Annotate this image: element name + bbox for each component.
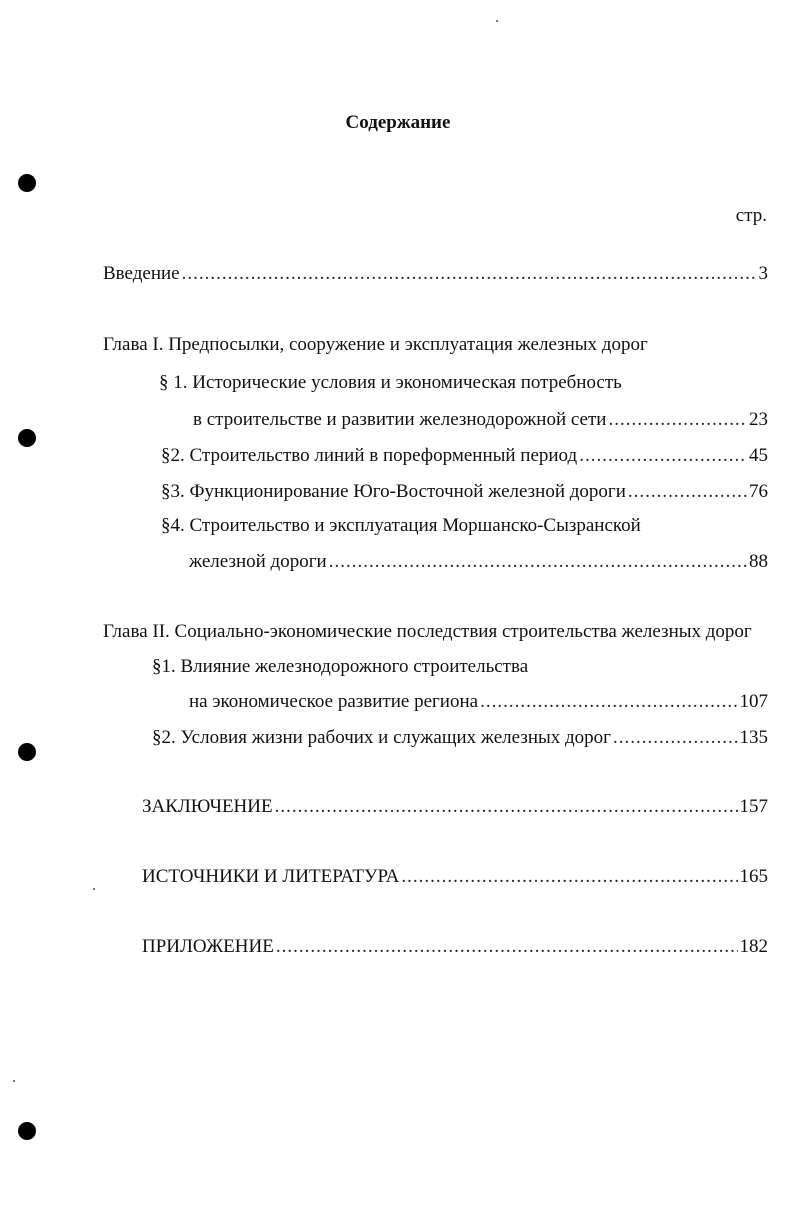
dot-leader: [613, 726, 738, 750]
toc-page-number: 88: [749, 551, 768, 572]
dot-leader: [276, 935, 738, 959]
scan-speck: [13, 1080, 15, 1082]
toc-entry-label: на экономическое развитие региона: [189, 691, 479, 712]
toc-entry-ch1-s1[interactable]: [193, 408, 768, 432]
dot-leader: [275, 795, 738, 819]
toc-page-number: 135: [739, 727, 768, 748]
toc-entry-appendix[interactable]: [142, 935, 768, 959]
toc-entry-label: в строительстве и развитии железнодорожной сети: [193, 409, 607, 430]
dot-leader: [182, 262, 757, 286]
toc-entry-sources[interactable]: [142, 865, 768, 889]
toc-page-number: 3: [758, 263, 768, 284]
toc-page-number: 165: [739, 866, 768, 887]
binder-hole: [18, 743, 36, 761]
toc-page-number: 23: [749, 409, 768, 430]
dot-leader: [401, 865, 737, 889]
toc-entry-label: ПРИЛОЖЕНИЕ: [142, 936, 274, 957]
toc-entry-ch1-s2[interactable]: [161, 444, 768, 468]
binder-hole: [18, 174, 36, 192]
toc-page-number: 157: [739, 796, 768, 817]
chapter-1-heading: Глава I. Предпосылки, сооружение и эксплуатация железных дорог: [103, 334, 648, 355]
binder-hole: [18, 429, 36, 447]
toc-entry-conclusion[interactable]: [142, 795, 768, 819]
toc-entry-ch1-s3[interactable]: [161, 480, 768, 504]
toc-entry-label: §3. Функционирование Юго-Восточной железной дороги: [161, 481, 626, 502]
chapter-2-heading: Глава II. Социально-экономические последствия строительства железных дорог: [103, 621, 752, 642]
toc-entry-ch2-s2[interactable]: [152, 726, 768, 750]
toc-entry-label: ЗАКЛЮЧЕНИЕ: [142, 796, 273, 817]
dot-leader: [480, 690, 737, 714]
toc-entry-ch2-s1-line1: §1. Влияние железнодорожного строительства: [152, 656, 529, 677]
binder-hole: [18, 1122, 36, 1140]
page-title: Содержание: [345, 112, 451, 133]
toc-page-number: 45: [749, 445, 768, 466]
toc-entry-label: железной дороги: [189, 551, 327, 572]
toc-entry-ch2-s1[interactable]: [189, 690, 768, 714]
scan-speck: [496, 20, 498, 22]
toc-entry-label: §2. Условия жизни рабочих и служащих железных дорог: [152, 727, 611, 748]
dot-leader: [608, 408, 747, 432]
dot-leader: [329, 550, 747, 574]
toc-page-number: 76: [749, 481, 768, 502]
toc-entry-ch1-s1-line1: § 1. Исторические условия и экономическая потребность: [159, 372, 622, 393]
toc-entry-ch1-s4[interactable]: [189, 550, 768, 574]
page-column-label: стр.: [735, 205, 767, 226]
toc-entry-label: ИСТОЧНИКИ И ЛИТЕРАТУРА: [142, 866, 400, 887]
toc-page-number: 182: [739, 936, 768, 957]
toc-entry-label: Введение: [103, 263, 180, 284]
dot-leader: [628, 480, 747, 504]
scan-speck: [93, 888, 95, 890]
dot-leader: [579, 444, 747, 468]
toc-entry-label: §2. Строительство линий в пореформенный период: [161, 445, 578, 466]
toc-entry-introduction[interactable]: [103, 262, 768, 286]
toc-entry-ch1-s4-line1: §4. Строительство и эксплуатация Моршанско-Сызранской: [161, 515, 641, 536]
toc-page-number: 107: [739, 691, 768, 712]
